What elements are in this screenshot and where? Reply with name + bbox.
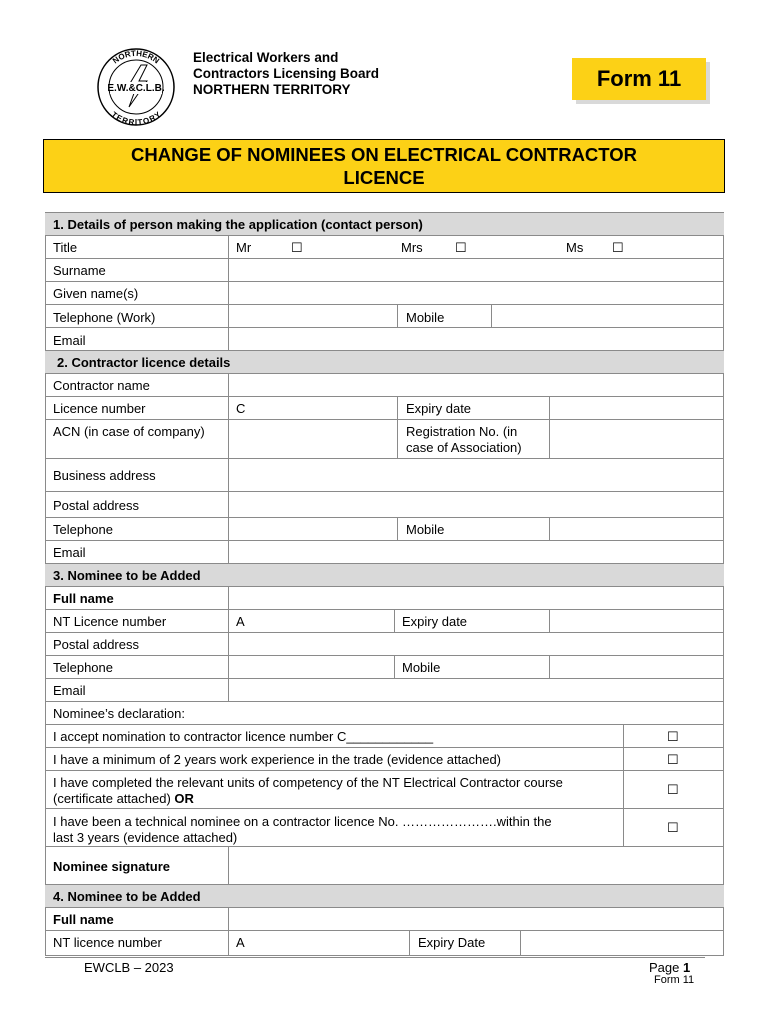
telephone-row bbox=[45, 655, 724, 679]
form-number-badge: Form 11 bbox=[572, 58, 706, 100]
email-row bbox=[45, 327, 724, 351]
email-row bbox=[45, 540, 724, 564]
declaration-2-checkbox[interactable]: ☐ bbox=[667, 752, 679, 767]
mobile-label: Mobile bbox=[402, 660, 441, 675]
section-1-header bbox=[45, 212, 724, 236]
nt-licence-row bbox=[45, 609, 724, 633]
full-name-label: Full name bbox=[53, 591, 114, 606]
title-line-2: LICENCE bbox=[343, 167, 425, 188]
logo-text-mid: E.W.&C.L.B. bbox=[107, 83, 165, 94]
full-name-label: Full name bbox=[53, 912, 114, 927]
declaration-item-2 bbox=[45, 747, 724, 771]
business-address-row bbox=[45, 458, 724, 492]
telephone-label: Telephone bbox=[53, 660, 113, 675]
telephone-work-row bbox=[45, 304, 724, 328]
full-name-row bbox=[45, 586, 724, 610]
full-name-field[interactable] bbox=[228, 908, 229, 931]
declaration-3-text: I have completed the relevant units of competency of the NT Electrical Contractor course (certificate attached) OR bbox=[53, 775, 563, 806]
business-address-label: Business address bbox=[53, 468, 156, 483]
logo-text-bottom: TERRITORY bbox=[109, 109, 163, 127]
mr-checkbox[interactable]: ☐ bbox=[291, 240, 303, 255]
ewclb-logo bbox=[93, 47, 179, 127]
licence-number-label: Licence number bbox=[53, 401, 146, 416]
logo-text-top: NORTHERN bbox=[111, 48, 161, 66]
postal-address-field[interactable] bbox=[228, 492, 229, 518]
declaration-item-1 bbox=[45, 724, 724, 748]
declaration-1-checkbox[interactable]: ☐ bbox=[667, 729, 679, 744]
svg-text:TERRITORY bbox=[110, 110, 163, 127]
section-4-header bbox=[45, 884, 724, 908]
nominee-signature-field[interactable] bbox=[228, 847, 229, 885]
expiry-date-label: Expiry date bbox=[406, 401, 472, 416]
surname-row bbox=[45, 258, 724, 282]
mrs-label: Mrs bbox=[401, 240, 423, 255]
title-label: Title bbox=[53, 240, 78, 255]
full-name-field[interactable] bbox=[228, 587, 229, 610]
surname-label: Surname bbox=[53, 263, 106, 278]
contractor-name-label: Contractor name bbox=[53, 378, 150, 393]
nominee-signature-label: Nominee signature bbox=[53, 859, 171, 874]
declaration-2-text: I have a minimum of 2 years work experience in the trade (evidence attached) bbox=[53, 752, 502, 767]
mobile-label: Mobile bbox=[406, 522, 445, 537]
footer-divider bbox=[45, 957, 705, 958]
footer-left: EWCLB – 2023 bbox=[84, 960, 174, 975]
section-4-heading: 4. Nominee to be Added bbox=[53, 889, 201, 904]
telephone-work-label: Telephone (Work) bbox=[53, 310, 156, 325]
full-name-row bbox=[45, 907, 724, 931]
given-names-row bbox=[45, 281, 724, 305]
licence-prefix: C bbox=[236, 401, 246, 416]
org-line-1: Electrical Workers and bbox=[193, 50, 339, 65]
postal-address-row bbox=[45, 491, 724, 518]
telephone-label: Telephone bbox=[53, 522, 113, 537]
footer-form: Form 11 bbox=[654, 974, 695, 986]
section-2-header bbox=[45, 350, 724, 374]
nt-licence-prefix: A bbox=[236, 935, 245, 950]
declaration-item-4 bbox=[45, 808, 724, 847]
declaration-1-text: I accept nomination to contractor licence number C____________ bbox=[53, 729, 434, 744]
mr-label: Mr bbox=[236, 240, 252, 255]
given-names-label: Given name(s) bbox=[53, 286, 139, 301]
declaration-3-checkbox[interactable]: ☐ bbox=[667, 782, 679, 797]
mobile-label: Mobile bbox=[406, 310, 445, 325]
declaration-4-checkbox[interactable]: ☐ bbox=[667, 820, 679, 835]
given-names-field[interactable] bbox=[228, 282, 229, 305]
section-1-heading: 1. Details of person making the application (contact person) bbox=[53, 217, 423, 232]
ms-label: Ms bbox=[566, 240, 584, 255]
title-row bbox=[45, 235, 724, 259]
email-field[interactable] bbox=[228, 328, 229, 351]
expiry-date-label: Expiry Date bbox=[418, 935, 486, 950]
nt-licence-row bbox=[45, 930, 724, 956]
page-title bbox=[43, 139, 725, 193]
section-2-heading: 2. Contractor licence details bbox=[57, 355, 231, 370]
nominee-signature-row bbox=[45, 846, 724, 885]
org-line-3: NORTHERN TERRITORY bbox=[193, 82, 351, 97]
organisation-name bbox=[193, 50, 379, 98]
postal-address-row bbox=[45, 632, 724, 656]
licence-number-row bbox=[45, 396, 724, 420]
ms-checkbox[interactable]: ☐ bbox=[612, 240, 624, 255]
declaration-label: Nominee’s declaration: bbox=[53, 706, 185, 721]
business-address-field[interactable] bbox=[228, 459, 229, 492]
org-line-2: Contractors Licensing Board bbox=[193, 66, 380, 81]
acn-row bbox=[45, 419, 724, 459]
nt-licence-label: NT licence number bbox=[53, 935, 162, 950]
email-label: Email bbox=[53, 333, 86, 348]
registration-label: Registration No. (in case of Association) bbox=[406, 424, 522, 455]
nt-licence-prefix: A bbox=[236, 614, 245, 629]
svg-text:NORTHERN bbox=[111, 49, 161, 66]
title-line-1: CHANGE OF NOMINEES ON ELECTRICAL CONTRACTOR bbox=[130, 144, 638, 165]
contractor-name-row bbox=[45, 373, 724, 397]
page-number: Page 1 bbox=[649, 960, 691, 975]
contractor-name-field[interactable] bbox=[228, 374, 229, 397]
postal-address-label: Postal address bbox=[53, 498, 139, 513]
postal-address-label: Postal address bbox=[53, 637, 139, 652]
postal-address-field[interactable] bbox=[228, 633, 229, 656]
nt-licence-label: NT Licence number bbox=[53, 614, 167, 629]
section-3-header bbox=[45, 563, 724, 587]
email-row bbox=[45, 678, 724, 702]
expiry-date-label: Expiry date bbox=[402, 614, 468, 629]
declaration-item-3 bbox=[45, 770, 724, 809]
section-3-heading: 3. Nominee to be Added bbox=[53, 568, 201, 583]
declaration-row bbox=[45, 701, 724, 725]
declaration-4-text: I have been a technical nominee on a contractor licence No. ………………….within the last 3 years (evidence attached) bbox=[53, 814, 552, 845]
email-field[interactable] bbox=[228, 541, 229, 564]
surname-field[interactable] bbox=[228, 259, 229, 282]
telephone-row bbox=[45, 517, 724, 541]
email-field[interactable] bbox=[228, 679, 229, 702]
mrs-checkbox[interactable]: ☐ bbox=[455, 240, 467, 255]
email-label: Email bbox=[53, 683, 86, 698]
email-label: Email bbox=[53, 545, 86, 560]
acn-label: ACN (in case of company) bbox=[53, 424, 205, 439]
